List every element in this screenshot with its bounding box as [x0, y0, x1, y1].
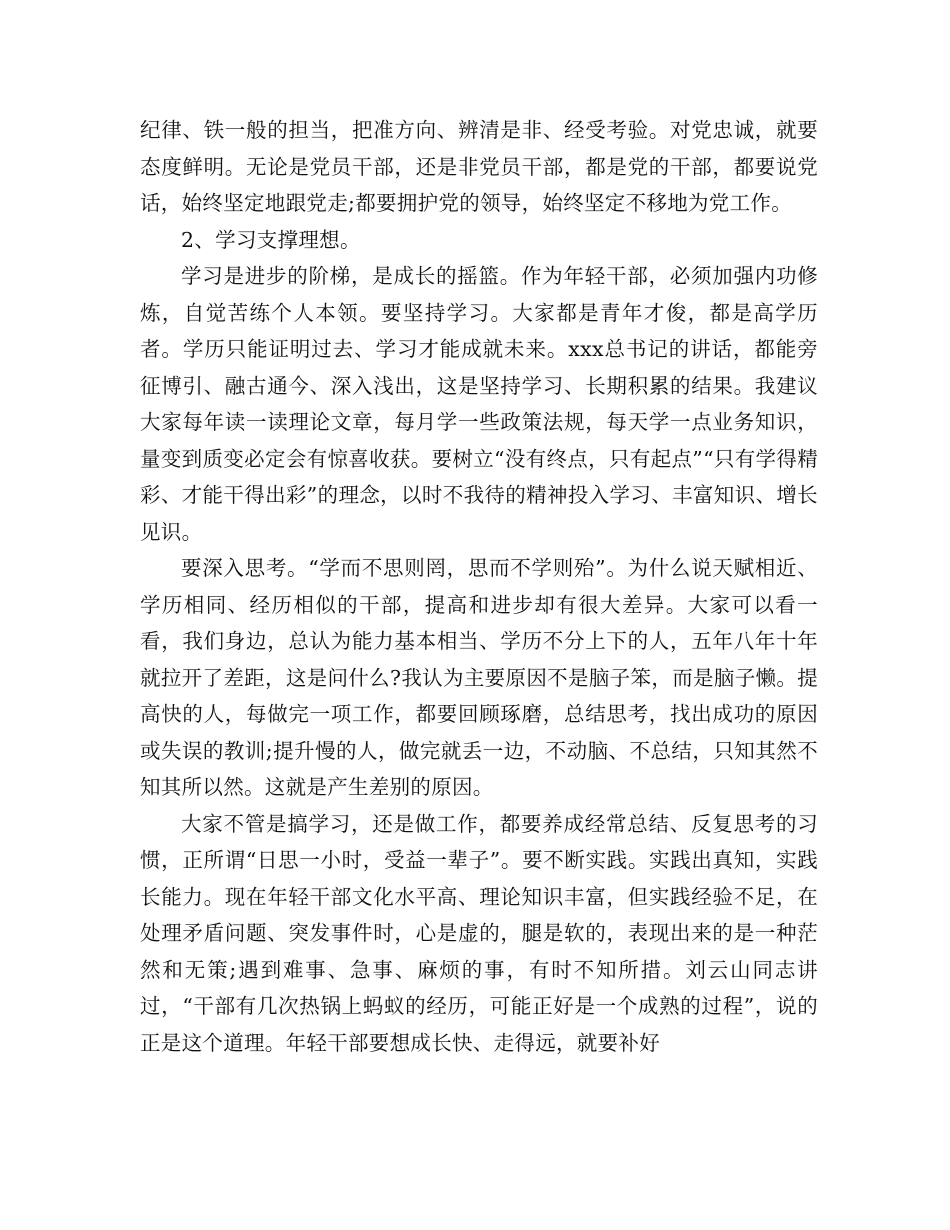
paragraph-practice: 大家不管是搞学习，还是做工作，都要养成经常总结、反复思考的习惯，正所谓“日思一小时，受益一辈子”。要不断实践。实践出真知，实践长能力。现在年轻干部文化水平高、理论知识丰富，但实践经验不足，在处理矛盾问题、突发事件时，心是虚的，腿是软的，表现出来的是一种茫然和无策;遇到难事、急事、麻烦的事，有时不知所措。刘云山同志讲过，“干部有几次热锅上蚂蚁的经历，可能正好是一个成熟的过程”，说的正是这个道理。年轻干部要想成长快、走得远，就要补好 — [140, 811, 818, 1055]
paragraph-continuation: 纪律、铁一般的担当，把准方向、辨清是非、经受考验。对党忠诚，就要态度鲜明。无论是党员干部，还是非党员干部，都是党的干部，都要说党话，始终坚定地跟党走;都要拥护党的领导，始终坚定不移地为党工作。 — [140, 118, 818, 215]
paragraph-thinking: 要深入思考。“学而不思则罔，思而不学则殆”。为什么说天赋相近、学历相同、经历相似的干部，提高和进步却有很大差异。大家可以看一看，我们身边，总认为能力基本相当、学历不分上下的人，五年八年十年就拉开了差距，这是问什么?我认为主要原因不是脑子笨，而是脑子懒。提高快的人，每做完一项工作，都要回顾琢磨，总结思考，找出成功的原因或失误的教训;提升慢的人，做完就丢一边，不动脑、不总结，只知其然不知其所以然。这就是产生差别的原因。 — [140, 556, 818, 799]
paragraph-study: 学习是进步的阶梯，是成长的摇篮。作为年轻干部，必须加强内功修炼，自觉苦练个人本领。要坚持学习。大家都是青年才俊，都是高学历者。学历只能证明过去、学习才能成就未来。xxx总书记的讲话，都能旁征博引、融古通今、深入浅出，这是坚持学习、长期积累的结果。我建议大家每年读一读理论文章，每月学一些政策法规，每天学一点业务知识，量变到质变必定会有惊喜收获。要树立“没有终点，只有起点”“只有学得精彩、才能干得出彩”的理念，以时不我待的精神投入学习、丰富知识、增长见识。 — [140, 264, 818, 544]
document-body — [140, 112, 818, 1061]
section-heading: 2、学习支撑理想。 — [181, 227, 361, 252]
